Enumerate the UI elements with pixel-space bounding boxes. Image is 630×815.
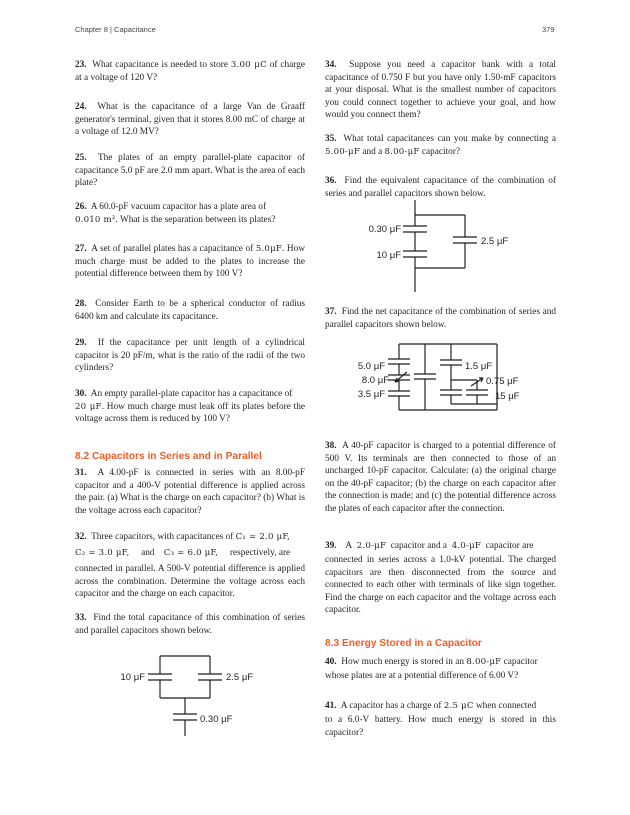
problem-38: 38. A 40-pF capacitor is charged to a potential difference of 500 V. Its terminals are then connected to those of an uncharged 10-pF capacitor. Calculate: (a) the original charge on the 40-pF capacitor; (b) the charge on each capacitor after the connection is made; and (c) the potential difference across the plates of each capacitor after the connection. xyxy=(325,441,556,514)
chapter-header: Chapter 8 | Capacitance xyxy=(75,25,156,34)
problem-34: 34. Suppose you need a capacitor bank with a total capacitance of 0.750 F but you have only 1.50-mF capacitors at your disposal. What is the smallest number of capacitors you could connect together to achieve your goal, and how would you connect them? xyxy=(325,60,556,121)
problem-33: 33. Find the total capacitance of this combination of series and parallel capacitors shown below. xyxy=(75,613,306,636)
problem-23: 23. What capacitance is needed to store 3.00 μC of charge at a voltage of 120 V? xyxy=(75,60,305,83)
problem-26: 26. A 60.0-pF vacuum capacitor has a plate area of 0.010 m². What is the separation between its plates? xyxy=(75,202,276,225)
label-2-5uF: 2.5 μF xyxy=(481,236,509,247)
problem-27: 27. A set of parallel plates has a capacitance of 5.0μF. How much charge must be added to the plates to increase the potential difference between them by 100 V? xyxy=(75,244,305,280)
problem-29: 29. If the capacitance per unit length of a cylindrical capacitor is 20 pF/m, what is the ratio of the radii of the two cylinders? xyxy=(75,338,306,374)
problem-32: 32. Three capacitors, with capacitances of C₁ = 2.0 μF, C₂ = 3.0 μF, and C₃ = 6.0 μF, respectively, are connected in parallel. A 500-V potential difference is applied across the combination. Determine the voltage across each capacitor and the charge on each capacitor. xyxy=(75,532,305,600)
problem-39: 39. A 2.0-μF capacitor and a 4.0-μF capacitor are connected in series across a 1.0-kV potential. The charged capacitors are then disconnected from the source and connected to each other with terminals of like sign together. Find the charge on each capacitor and the voltage across each capacitor. xyxy=(325,541,556,616)
label-0-30uF: 0.30 μF xyxy=(368,224,401,235)
problem-36: 36. Find the equivalent capacitance of the combination of series and parallel capacitors shown below. xyxy=(325,176,556,199)
label-0-30uF: 0.30 μF xyxy=(200,714,233,725)
circuit-diagram-37 xyxy=(355,334,535,414)
label-0-75uF: 0.75 μF xyxy=(486,376,519,387)
label-3-5uF: 3.5 μF xyxy=(357,389,385,400)
problem-31: 31. A 4.00-pF is connected in series with an 8.00-pF capacitor and a 400-V potential difference is applied across the pair. (a) What is the charge on each capacitor? (b) What is the voltage across each capacitor? xyxy=(75,468,306,516)
label-15uF: 15 μF xyxy=(495,391,520,402)
page-number: 379 xyxy=(542,25,555,34)
circuit-diagram-36 xyxy=(360,198,520,294)
section-heading-8-3: 8.3 Energy Stored in a Capacitor xyxy=(325,638,482,649)
section-heading-8-2: 8.2 Capacitors in Series and in Parallel xyxy=(75,451,262,462)
problem-25: 25. The plates of an empty parallel-plate capacitor of capacitance 5.0 pF are 2.0 mm apart. What is the area of each plate? xyxy=(75,153,305,189)
label-8-0uF: 8.0 μF xyxy=(361,375,389,386)
problem-24: 24. What is the capacitance of a large Van de Graaff generator's terminal, given that it stores 8.00 mC of charge at a voltage of 12.0 MV? xyxy=(75,102,305,138)
problem-35: 35. What total capacitances can you make by connecting a 5.00-μF and a 8.00-μF capacitor? xyxy=(325,134,556,157)
problem-30: 30. An empty parallel-plate capacitor has a capacitance of 20 μF. How much charge must leak off its plates before the voltage across them is reduced by 100 V? xyxy=(75,389,305,425)
label-10uF: 10 μF xyxy=(120,672,145,683)
problem-28: 28. Consider Earth to be a spherical conductor of radius 6400 km and calculate its capacitance. xyxy=(75,299,305,322)
problem-number: 23. xyxy=(75,60,87,70)
problem-37: 37. Find the net capacitance of the combination of series and parallel capacitors shown below. xyxy=(325,307,556,330)
label-10uF: 10 μF xyxy=(376,250,401,261)
circuit-diagram-33 xyxy=(110,638,290,738)
label-1-5uF: 1.5 μF xyxy=(465,361,493,372)
problem-41: 41. A capacitor has a charge of 2.5 μC when connected to a 6.0-V battery. How much energy is stored in this capacitor? xyxy=(325,701,556,738)
label-5-0uF: 5.0 μF xyxy=(357,361,385,372)
problem-40: 40. How much energy is stored in an 8.00-μF capacitor whose plates are at a potential difference of 6.00 V? xyxy=(325,657,538,681)
label-2-5uF: 2.5 μF xyxy=(226,672,254,683)
